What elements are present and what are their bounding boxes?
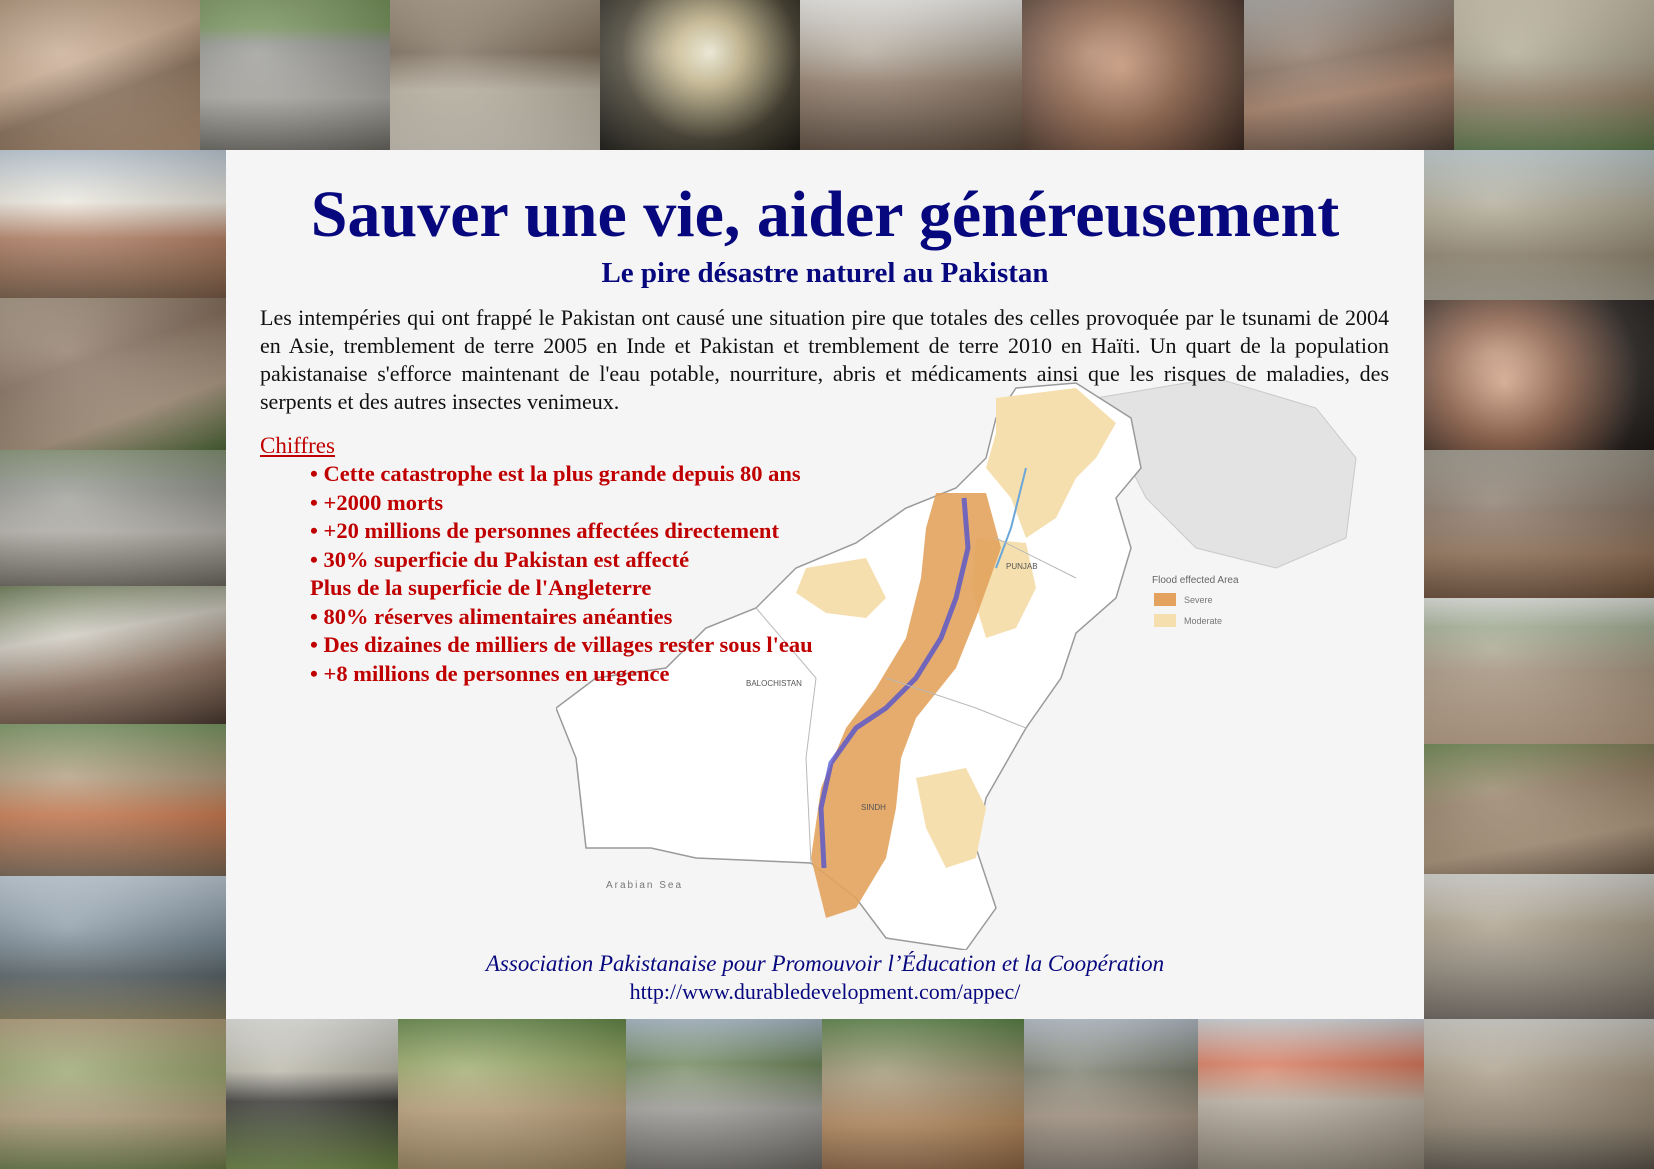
photo-bottom-4: [626, 1019, 822, 1169]
footer-website-link[interactable]: http://www.durabledevelopment.com/appec/: [629, 979, 1021, 1004]
photo-bottom-2: [226, 1019, 398, 1169]
photo-right-6: [1424, 874, 1654, 1019]
photo-top-6: [1022, 0, 1244, 150]
photo-top-2: [200, 0, 390, 150]
stats-list: [260, 460, 813, 688]
map-label-sindh: SINDH: [861, 803, 886, 812]
photo-bottom-5: [822, 1019, 1024, 1169]
map-label-balochistan: BALOCHISTAN: [746, 679, 802, 688]
page-title: Sauver une vie, aider généreusement: [310, 178, 1340, 251]
footer-organization: Association Pakistanaise pour Promouvoir l’Éducation et la Coopération: [485, 951, 1165, 976]
intro-paragraph: Les intempéries qui ont frappé le Pakistan ont causé une situation pire que totales des celles provoquée par le tsunami de 2004 en Asie, tremblement de terre 2005 en Inde et Pakistan et tremblement de terre 2010 en Haïti. Un quart de la population pakistanaise s'efforce maintenant de l'eau potable, nourriture, abris et médicaments ainsi que les risques de maladies, des serpents et des autres insectes venimeux.: [260, 305, 1389, 414]
map-legend-moderate-swatch: [1154, 614, 1176, 627]
stats-heading: Chiffres: [260, 433, 335, 458]
photo-left-5: [0, 724, 226, 876]
map-legend-severe-swatch: [1154, 593, 1176, 606]
content-panel: [226, 150, 1424, 1019]
photo-top-7: [1244, 0, 1454, 150]
photo-top-4: [600, 0, 800, 150]
photo-right-3: [1424, 450, 1654, 598]
photo-right-1: [1424, 150, 1654, 300]
photo-bottom-3: [398, 1019, 626, 1169]
photo-bottom-8: [1424, 1019, 1654, 1169]
photo-left-2: [0, 298, 226, 450]
photo-left-4: [0, 586, 226, 724]
map-label-punjab: PUNJAB: [1006, 562, 1038, 571]
photo-left-6: [0, 876, 226, 1019]
photo-top-3: [390, 0, 600, 150]
stat-item: • 30% superficie du Pakistan est affecté: [310, 546, 690, 572]
stat-item: • +8 millions de personnes en urgence: [310, 660, 670, 686]
stat-item: • +2000 morts: [310, 489, 444, 515]
photo-left-3: [0, 450, 226, 586]
map-legend-severe-label: Severe: [1184, 595, 1213, 605]
photo-left-1: [0, 150, 226, 298]
photo-right-5: [1424, 744, 1654, 874]
stat-item: Plus de la superficie de l'Angleterre: [310, 575, 652, 600]
photo-bottom-1: [0, 1019, 226, 1169]
photo-top-8: [1454, 0, 1654, 150]
stat-item: • +20 millions de personnes affectées directement: [310, 518, 779, 543]
stat-item: • 80% réserves alimentaires anéanties: [310, 603, 673, 629]
stat-item: • Des dizaines de milliers de villages rester sous l'eau: [310, 632, 813, 657]
map-legend-title: Flood effected Area: [1152, 575, 1239, 586]
photo-bottom-7: [1198, 1019, 1424, 1169]
page-subtitle: Le pire désastre naturel au Pakistan: [601, 257, 1049, 289]
photo-right-2: [1424, 300, 1654, 450]
photo-top-1: [0, 0, 200, 150]
photo-bottom-6: [1024, 1019, 1198, 1169]
stat-item: • Cette catastrophe est la plus grande depuis 80 ans: [310, 461, 801, 486]
map-label-arabian-sea: Arabian Sea: [606, 880, 684, 891]
photo-top-5: [800, 0, 1022, 150]
stats-section: [260, 432, 813, 688]
photo-right-4: [1424, 598, 1654, 744]
map-legend-moderate-label: Moderate: [1184, 616, 1223, 626]
